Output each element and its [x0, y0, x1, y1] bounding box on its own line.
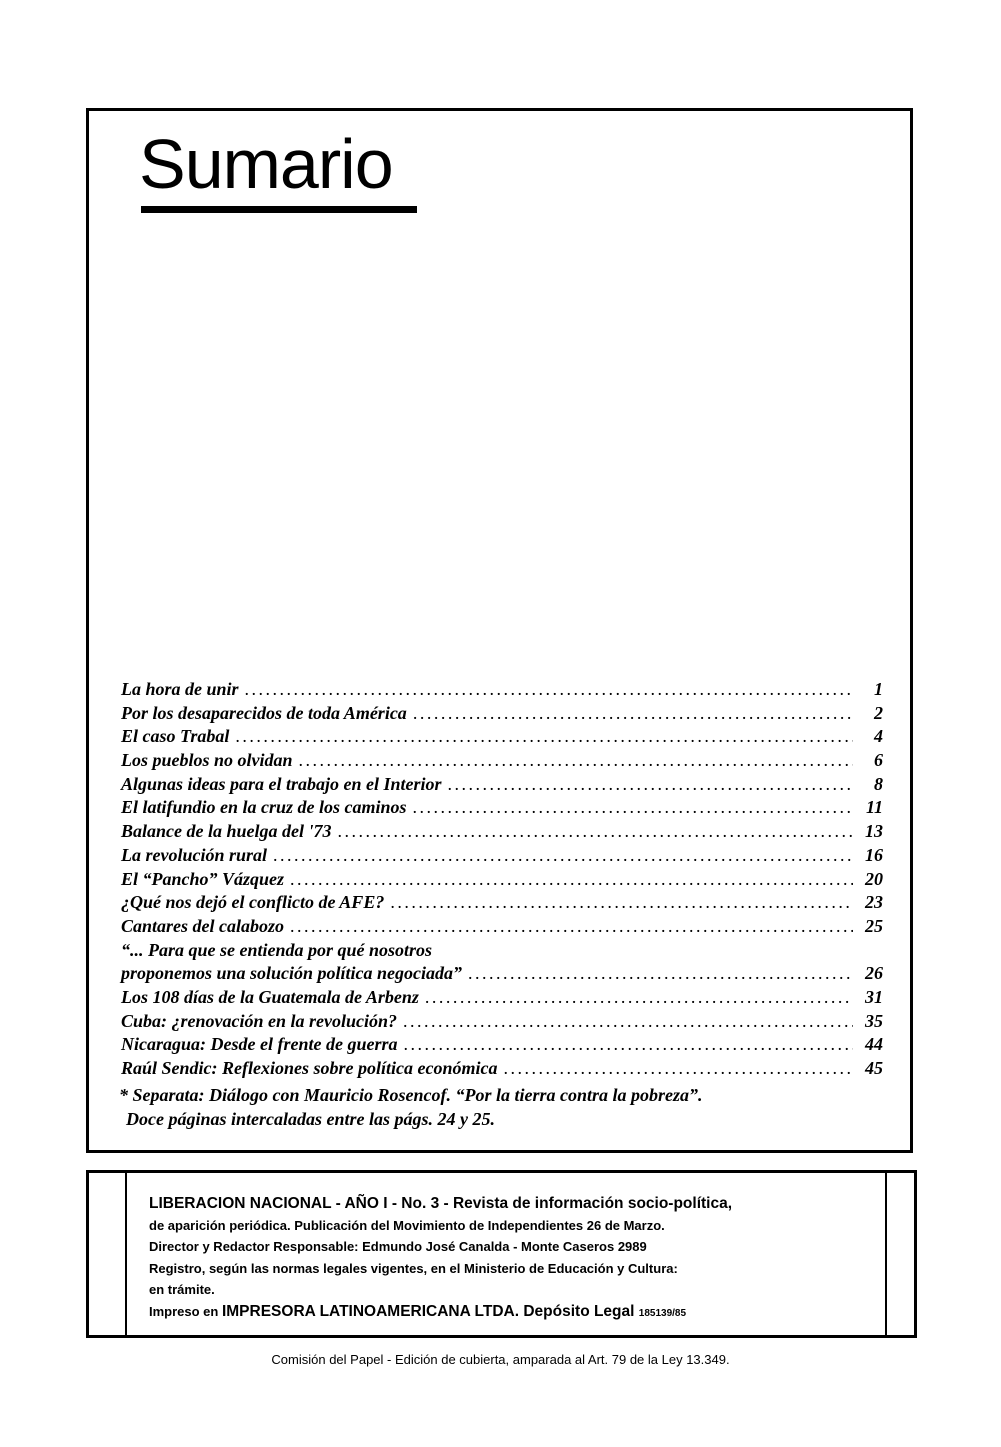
imprint-line2: de aparición periódica. Publicación del Movimiento de Independientes 26 de Marzo. — [149, 1217, 665, 1233]
dot-leader — [403, 1011, 853, 1032]
toc-entry-title: Los 108 días de la Guatemala de Arbenz — [121, 986, 419, 1007]
dot-leader — [299, 750, 853, 771]
toc-entry-title: El “Pancho” Vázquez — [121, 868, 285, 889]
toc-entry[interactable] — [121, 916, 883, 940]
separata-line2: Doce páginas intercaladas entre las págs. 24 y 25. — [126, 1108, 495, 1129]
toc-entry-title: El caso Trabal — [121, 726, 230, 747]
imprint-line1: LIBERACION NACIONAL - AÑO I - No. 3 - Revista de información socio-política, — [149, 1195, 733, 1212]
toc-entry[interactable] — [121, 750, 883, 774]
toc-entry[interactable] — [121, 869, 883, 893]
toc-entry-page: 8 — [874, 773, 883, 794]
toc-entry-page: 35 — [865, 1010, 883, 1031]
toc-entry-title: Raúl Sendic: Reflexiones sobre política económica — [121, 1058, 498, 1078]
toc-entry[interactable] — [121, 1058, 883, 1082]
toc-entry-page: 25 — [865, 915, 883, 936]
dot-leader — [338, 821, 854, 842]
toc-entry-title: Los pueblos no olvidan — [121, 750, 293, 771]
dot-leader — [403, 1034, 853, 1055]
toc-entry-page: 11 — [865, 797, 883, 818]
toc-entry-page: 6 — [874, 750, 883, 771]
deposit-number: 185139/85 — [638, 1307, 687, 1319]
dot-leader — [290, 869, 853, 890]
toc-entry[interactable] — [121, 703, 883, 727]
toc-entry[interactable] — [121, 1034, 883, 1058]
toc-entry-title: La hora de unir — [121, 679, 239, 699]
toc-entry-title: ¿Qué nos dejó el conflicto de AFE? — [121, 892, 385, 913]
imprint-line3: Director y Redactor Responsable: Edmundo José Canalda - Monte Caseros 2989 — [149, 1239, 647, 1254]
toc-entry-title: Algunas ideas para el trabajo en el Interior — [121, 773, 442, 794]
printer-name: IMPRESORA LATINOAMERICANA LTDA. — [221, 1302, 520, 1320]
sumario-box — [86, 108, 913, 1153]
toc-entry-page: 2 — [874, 702, 883, 723]
toc-entry-page: 13 — [865, 821, 883, 842]
toc-entry-page: 44 — [865, 1034, 883, 1055]
toc-entry-page: 4 — [874, 726, 883, 747]
toc-entry-title: Cantares del calabozo — [121, 915, 285, 936]
toc-entry[interactable] — [121, 774, 883, 798]
toc-entry[interactable] — [121, 987, 883, 1011]
toc-entry[interactable] — [121, 821, 883, 845]
toc-entry-page: 20 — [865, 868, 883, 889]
toc-entry[interactable] — [121, 726, 883, 750]
dot-leader — [413, 797, 853, 818]
imprint-box — [86, 1170, 917, 1338]
dot-leader — [235, 726, 853, 747]
dot-leader — [413, 703, 853, 724]
toc-entry-page: 31 — [865, 986, 883, 1007]
toc-entry-title: proponemos una solución política negociada” — [121, 963, 463, 984]
imprint-line5: en trámite. — [149, 1282, 215, 1297]
toc-entry-title: Balance de la huelga del '73 — [121, 821, 332, 842]
toc-entry[interactable] — [121, 797, 883, 821]
imprint-text — [149, 1193, 879, 1324]
toc-entry-title: Cuba: ¿renovación en la revolución? — [121, 1010, 398, 1031]
toc-entry-page: 23 — [865, 892, 883, 913]
dot-leader — [425, 987, 853, 1008]
toc-entry[interactable] — [121, 679, 883, 703]
toc-entry-title: La revolución rural — [121, 844, 268, 865]
dot-leader — [390, 892, 853, 913]
separata-line1: * Separata: Diálogo con Mauricio Rosencof. “Por la tierra contra la pobreza”. — [119, 1085, 703, 1105]
toc-entry-page: 1 — [874, 679, 883, 699]
toc-entry-page: 26 — [865, 963, 883, 984]
dot-leader — [245, 679, 853, 700]
dot-leader — [290, 916, 853, 937]
dot-leader — [448, 774, 853, 795]
title-underline — [141, 206, 417, 213]
toc-entry-page: 16 — [865, 844, 883, 865]
separata-note — [119, 1084, 889, 1131]
toc-entry[interactable] — [121, 963, 883, 987]
dot-leader — [273, 845, 853, 866]
dot-leader — [468, 963, 853, 984]
toc-entry-title-line1[interactable]: “... Para que se entienda por qué nosotros — [121, 939, 433, 960]
imprint-prefix: Impreso en — [149, 1303, 222, 1319]
footer-note: Comisión del Papel - Edición de cubierta, amparada al Art. 79 de la Ley 13.349. — [271, 1352, 730, 1367]
toc-entry[interactable] — [121, 845, 883, 869]
toc-entry-title: El latifundio en la cruz de los caminos — [121, 797, 407, 818]
toc-entry[interactable] — [121, 1011, 883, 1035]
toc-entry-title: Por los desaparecidos de toda América — [121, 702, 407, 723]
deposit-label: Depósito Legal — [519, 1302, 639, 1320]
table-of-contents — [121, 679, 883, 1082]
toc-entry-title: Nicaragua: Desde el frente de guerra — [121, 1034, 398, 1055]
toc-entry[interactable] — [121, 892, 883, 916]
page-title: Sumario — [139, 125, 393, 203]
imprint-line6 — [149, 1301, 879, 1325]
imprint-line4: Registro, según las normas legales vigentes, en el Ministerio de Educación y Cultura: — [149, 1260, 678, 1276]
dot-leader — [503, 1058, 853, 1079]
toc-entry-page: 45 — [865, 1058, 883, 1078]
